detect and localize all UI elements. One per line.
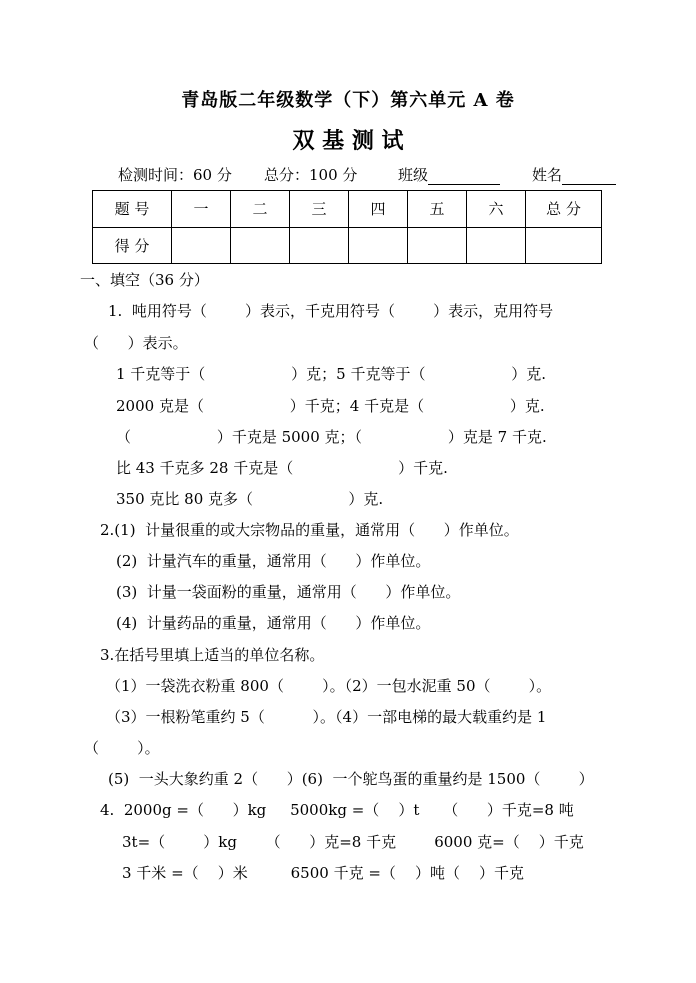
question-3-line: （ ）。 (84, 739, 160, 757)
score-header-cell: 四 (349, 191, 408, 228)
score-header-cell: 五 (408, 191, 467, 228)
score-header-cell: 题 号 (93, 191, 172, 228)
question-1-line-2: （ ）表示。 (84, 334, 188, 352)
score-header-row (93, 191, 602, 228)
score-cell[interactable] (290, 227, 349, 264)
question-1-item: （ ）千克是 5000 克；（ ）克是 7 千克. (116, 428, 547, 446)
name-blank[interactable] (562, 168, 616, 185)
score-header-cell: 六 (467, 191, 526, 228)
question-2-part: (2) 计量汽车的重量，通常用（ ）作单位。 (116, 552, 431, 570)
score-header-cell: 二 (231, 191, 290, 228)
class-field (398, 164, 500, 185)
question-3-line: (5) 一头大象约重 2（ ）(6) 一个鸵鸟蛋的重量约是 1500（ ） (108, 770, 594, 788)
score-cell[interactable] (231, 227, 290, 264)
score-cell[interactable] (526, 227, 602, 264)
class-label: 班级 (398, 166, 429, 184)
score-header-cell: 总 分 (526, 191, 602, 228)
score-header-cell: 三 (290, 191, 349, 228)
question-3-line: （1）一袋洗衣粉重 800（ ）。（2）一包水泥重 50（ ）。 (106, 677, 552, 695)
section-heading: 一、填空（36 分） (80, 271, 209, 289)
question-4-line: 3t=（ ）kg （ ）克=8 千克 6000 克=（ ）千克 (122, 833, 584, 851)
score-row-label: 得 分 (93, 227, 172, 264)
total-score: 总分：100 分 (264, 166, 358, 184)
score-table (92, 190, 602, 264)
question-1-item: 2000 克是（ ）千克；4 千克是（ ）克. (116, 397, 545, 415)
score-header-cell: 一 (172, 191, 231, 228)
name-label: 姓名 (532, 166, 563, 184)
question-1-item: 比 43 千克多 28 千克是（ ）千克. (116, 459, 448, 477)
score-value-row (93, 227, 602, 264)
score-cell[interactable] (349, 227, 408, 264)
question-4-line: 3 千米 =（ ）米 6500 千克 =（ ）吨（ ）千克 (122, 864, 525, 882)
name-field (532, 164, 616, 185)
question-1-item: 1 千克等于（ ）克；5 千克等于（ ）克. (116, 365, 547, 383)
score-cell[interactable] (172, 227, 231, 264)
question-2-part: (3) 计量一袋面粉的重量，通常用（ ）作单位。 (116, 583, 461, 601)
question-4-line: 4. 2000g =（ ）kg 5000kg =（ ）t （ ）千克=8 吨 (100, 801, 574, 819)
document-subtitle: 双 基 测 试 (292, 128, 404, 154)
question-2-part: (4) 计量药品的重量，通常用（ ）作单位。 (116, 614, 431, 632)
score-cell[interactable] (408, 227, 467, 264)
exam-time: 检测时间：60 分 (118, 166, 232, 184)
question-1-line-1: 1. 吨用符号（ ）表示，千克用符号（ ）表示，克用符号 (108, 302, 554, 320)
score-cell[interactable] (467, 227, 526, 264)
question-3-heading: 3.在括号里填上适当的单位名称。 (100, 646, 325, 664)
document-title: 青岛版二年级数学（下）第六单元 A 卷 (181, 90, 515, 111)
class-blank[interactable] (428, 168, 500, 185)
question-3-line: （3）一根粉笔重约 5（ ）。（4）一部电梯的最大载重约是 1 (106, 708, 547, 726)
question-2-part: 2.(1) 计量很重的或大宗物品的重量，通常用（ ）作单位。 (100, 521, 519, 539)
question-1-item: 350 克比 80 克多（ ）克. (116, 490, 384, 508)
